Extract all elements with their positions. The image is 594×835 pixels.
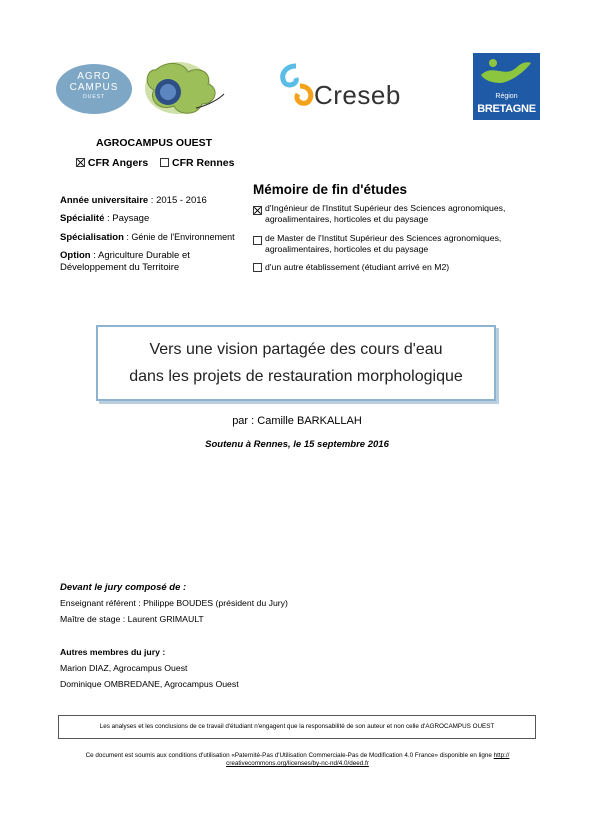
specialisation-value: : Génie de l'Environnement <box>123 232 235 242</box>
jury-member-1: Marion DIAZ, Agrocampus Ouest <box>60 663 188 673</box>
disclaimer-box <box>58 715 536 739</box>
jury-section <box>60 582 460 690</box>
agrocampus-line2: CAMPUS <box>69 82 119 93</box>
school-name: AGROCAMPUS OUEST <box>96 137 213 149</box>
option-value: : Agriculture Durable et Développement du Territoire <box>60 250 190 273</box>
jury-member-2: Dominique OMBREDANE, Agrocampus Ouest <box>60 679 239 689</box>
specialisation-label: Spécialisation <box>60 232 124 243</box>
option-label: Option <box>60 250 91 261</box>
school-options <box>76 157 234 169</box>
jury-maitre: Maître de stage : Laurent GRIMAULT <box>60 614 204 624</box>
memoire-choice-ingenieur[interactable] <box>253 203 543 224</box>
annee-value: : 2015 - 2016 <box>148 195 207 206</box>
master-text: de Master de l'Institut Supérieur des Sciences agronomiques, agroalimentaires, horticoles et du paysage <box>265 233 502 254</box>
jury-heading: Devant le jury composé de : <box>60 582 187 593</box>
author: par : Camille BARKALLAH <box>232 415 362 427</box>
specialisation-row <box>60 231 250 244</box>
soutenance-date: Soutenu à Rennes, le 15 septembre 2016 <box>205 439 389 450</box>
thesis-title-line2: dans les projets de restauration morphologique <box>129 368 463 385</box>
specialite-value: : Paysage <box>104 213 150 224</box>
thesis-title-line1: Vers une vision partagée des cours d'eau <box>149 341 443 358</box>
region-line1: Région <box>495 93 518 100</box>
agrocampus-line3: OUEST <box>82 94 106 100</box>
specialite-label: Spécialité <box>60 213 105 224</box>
license-link-part1[interactable]: http:// <box>493 752 510 759</box>
jury-referent: Enseignant référent : Philippe BOUDES (président du Jury) <box>60 598 288 608</box>
cfr-angers-checkbox[interactable] <box>76 158 85 167</box>
license-link-part2[interactable]: creativecommons.org/licenses/by-nc-nd/4.0/deed.fr <box>226 760 369 767</box>
memoire-choice-master[interactable] <box>253 233 543 254</box>
ingenieur-checkbox[interactable] <box>253 206 262 215</box>
memoire-choice-autre[interactable] <box>253 262 543 273</box>
region-line2: BRETAGNE <box>477 103 536 115</box>
academic-info <box>60 195 250 274</box>
annee-label: Année universitaire <box>60 195 149 206</box>
creseb-logo <box>278 62 408 112</box>
annee-row <box>60 195 250 207</box>
memoire-choices <box>253 203 543 273</box>
bretagne-figure-icon <box>473 53 540 93</box>
agrocampus-line1: AGRO <box>77 71 111 82</box>
region-bretagne-logo <box>473 53 540 120</box>
master-checkbox[interactable] <box>253 236 262 245</box>
disclaimer-text: Les analyses et les conclusions de ce travail d'étudiant n'engagent que la responsabilité de son auteur et non celle d'AGROCAMPUS OUEST <box>99 723 495 730</box>
autre-text: d'un autre établissement (étudiant arrivé en M2) <box>265 262 450 272</box>
creseb-text: Creseb <box>314 80 401 110</box>
specialite-row <box>60 213 250 225</box>
option-row <box>60 250 250 274</box>
memoire-heading: Mémoire de fin d'études <box>253 182 407 197</box>
cfr-rennes-label: CFR Rennes <box>171 157 235 169</box>
cfr-rennes-checkbox[interactable] <box>160 158 169 167</box>
ingenieur-text: d'Ingénieur de l'Institut Supérieur des Sciences agronomiques, agroalimentaires, horticoles et du paysage <box>265 203 506 224</box>
thesis-title-box <box>96 325 496 401</box>
jury-others-heading: Autres membres du jury : <box>60 647 166 657</box>
creseb-swirl-icon <box>278 62 318 106</box>
agrocampus-logo <box>56 58 232 120</box>
cfr-angers-label: CFR Angers <box>87 157 149 169</box>
license-statement: Ce document est soumis aux conditions d'utilisation «Paternité-Pas d'Utilisation Commerciale-Pas de Modification 4.0 France» disponible en ligne <box>85 752 492 759</box>
autre-checkbox[interactable] <box>253 263 262 272</box>
license-text <box>55 752 540 768</box>
